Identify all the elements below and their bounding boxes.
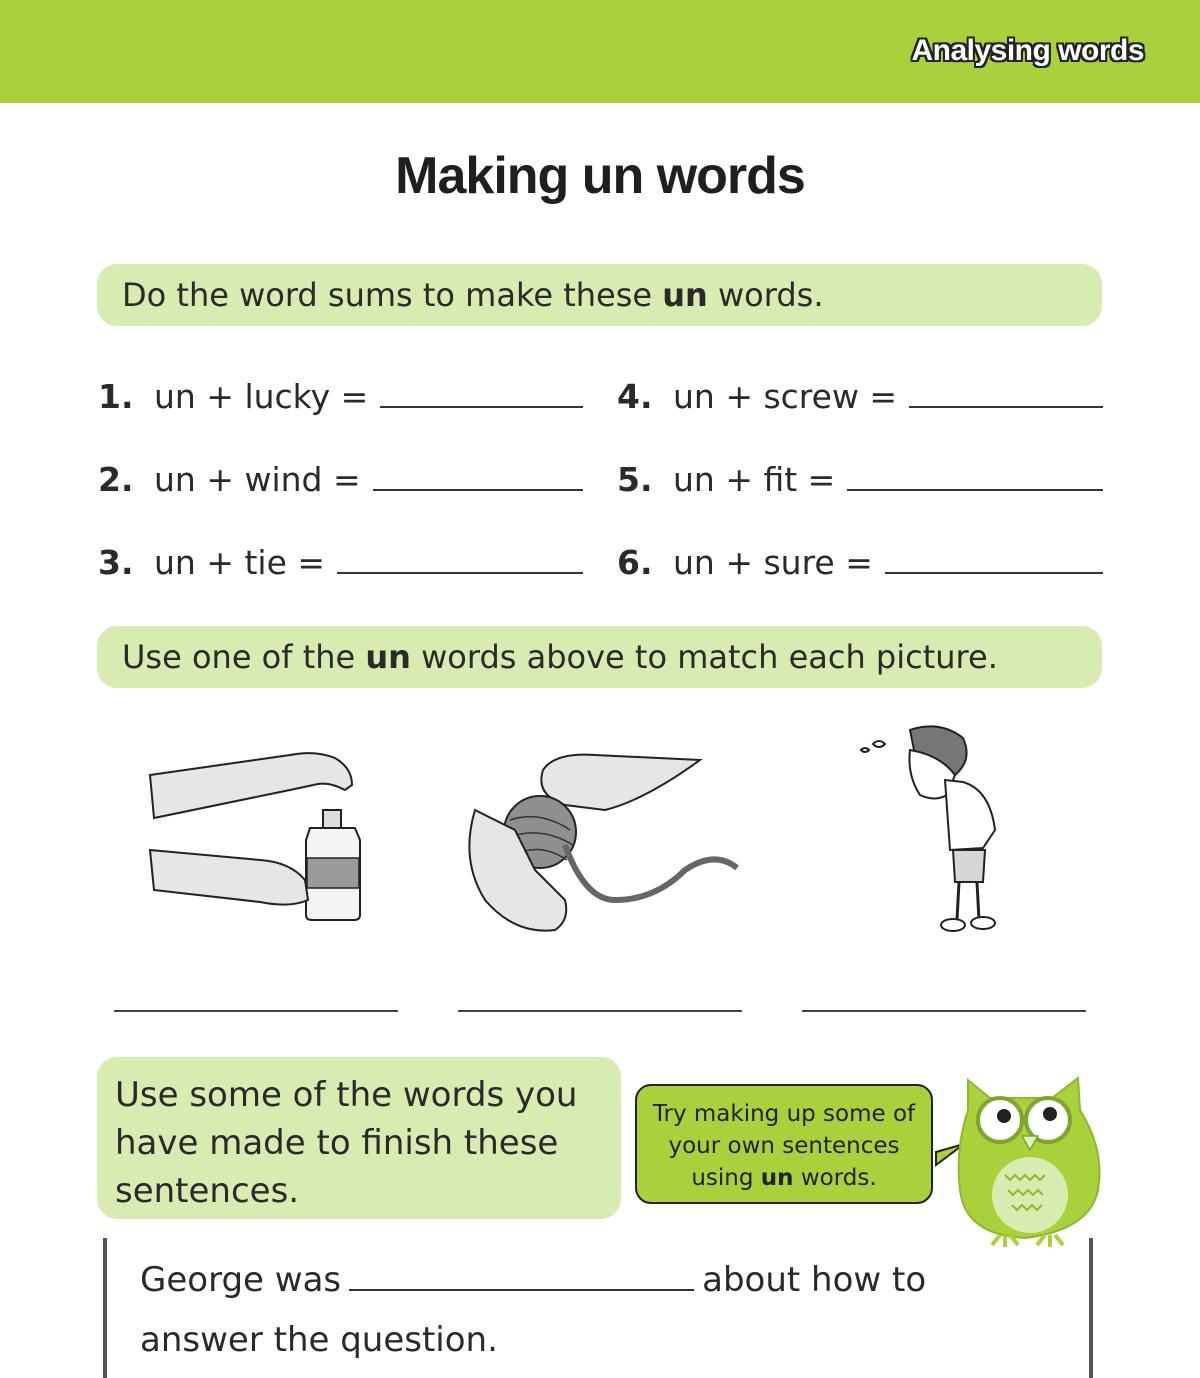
- owl-mascot-icon: [930, 1070, 1110, 1250]
- header-bar: [0, 0, 1200, 103]
- instruction-banner-1: [97, 264, 1102, 326]
- sum-number: 3.: [98, 543, 134, 582]
- confused-boy-icon: [855, 720, 1015, 935]
- tip-speech-bubble: [635, 1084, 933, 1204]
- word-sum-6: [617, 532, 1103, 582]
- sum-expression: un + tie =: [154, 543, 326, 582]
- instruction-2-text: Use one of the: [122, 638, 366, 676]
- sum-expression: un + fit =: [673, 460, 836, 499]
- sentence-start: George was: [140, 1260, 342, 1300]
- word-sum-2: [98, 449, 583, 499]
- instruction-box-3: [97, 1057, 621, 1219]
- word-sum-3: [98, 532, 583, 582]
- tip-tail: words.: [793, 1165, 877, 1191]
- bottle-cap-unscrew-icon: [140, 740, 380, 930]
- word-sum-1: [98, 366, 583, 416]
- answer-line[interactable]: [373, 489, 583, 491]
- answer-line[interactable]: [847, 489, 1103, 491]
- sum-number: 6.: [617, 543, 653, 582]
- instruction-banner-2: [97, 626, 1102, 688]
- answer-line[interactable]: [909, 406, 1103, 408]
- sum-expression: un + lucky =: [154, 377, 369, 416]
- page-title: Making un words: [395, 147, 805, 205]
- picture-answer-line-1[interactable]: [114, 1010, 398, 1012]
- answer-line[interactable]: [337, 572, 583, 574]
- sum-expression: un + screw =: [673, 377, 898, 416]
- answer-line[interactable]: [380, 406, 583, 408]
- sum-number: 2.: [98, 460, 134, 499]
- tip-bold: un: [760, 1165, 794, 1191]
- sentence-end: about how to answer the question.: [140, 1260, 927, 1360]
- instruction-2-tail: words above to match each picture.: [410, 638, 998, 676]
- section-tag: Analysing words: [911, 34, 1144, 67]
- instruction-1-tail: words.: [707, 276, 824, 314]
- word-sum-4: [617, 366, 1103, 416]
- sum-number: 4.: [617, 377, 653, 416]
- picture-answer-line-2[interactable]: [458, 1010, 742, 1012]
- sentence-blank-line[interactable]: [349, 1269, 694, 1291]
- picture-answer-line-3[interactable]: [802, 1010, 1086, 1012]
- word-sum-5: [617, 449, 1103, 499]
- yarn-ball-unwind-icon: [455, 750, 745, 940]
- sum-expression: un + wind =: [154, 460, 361, 499]
- sum-expression: un + sure =: [673, 543, 873, 582]
- instruction-3-text: Use some of the words you have made to finish these sentences.: [115, 1075, 578, 1211]
- sentence-1: [140, 1250, 1050, 1370]
- sum-number: 1.: [98, 377, 134, 416]
- instruction-2-bold: un: [365, 638, 411, 676]
- instruction-1-text: Do the word sums to make these: [122, 276, 663, 314]
- tip-text: Try making up some of your own sentences using: [652, 1101, 916, 1191]
- answer-line[interactable]: [885, 572, 1103, 574]
- sum-number: 5.: [617, 460, 653, 499]
- instruction-1-bold: un: [662, 276, 708, 314]
